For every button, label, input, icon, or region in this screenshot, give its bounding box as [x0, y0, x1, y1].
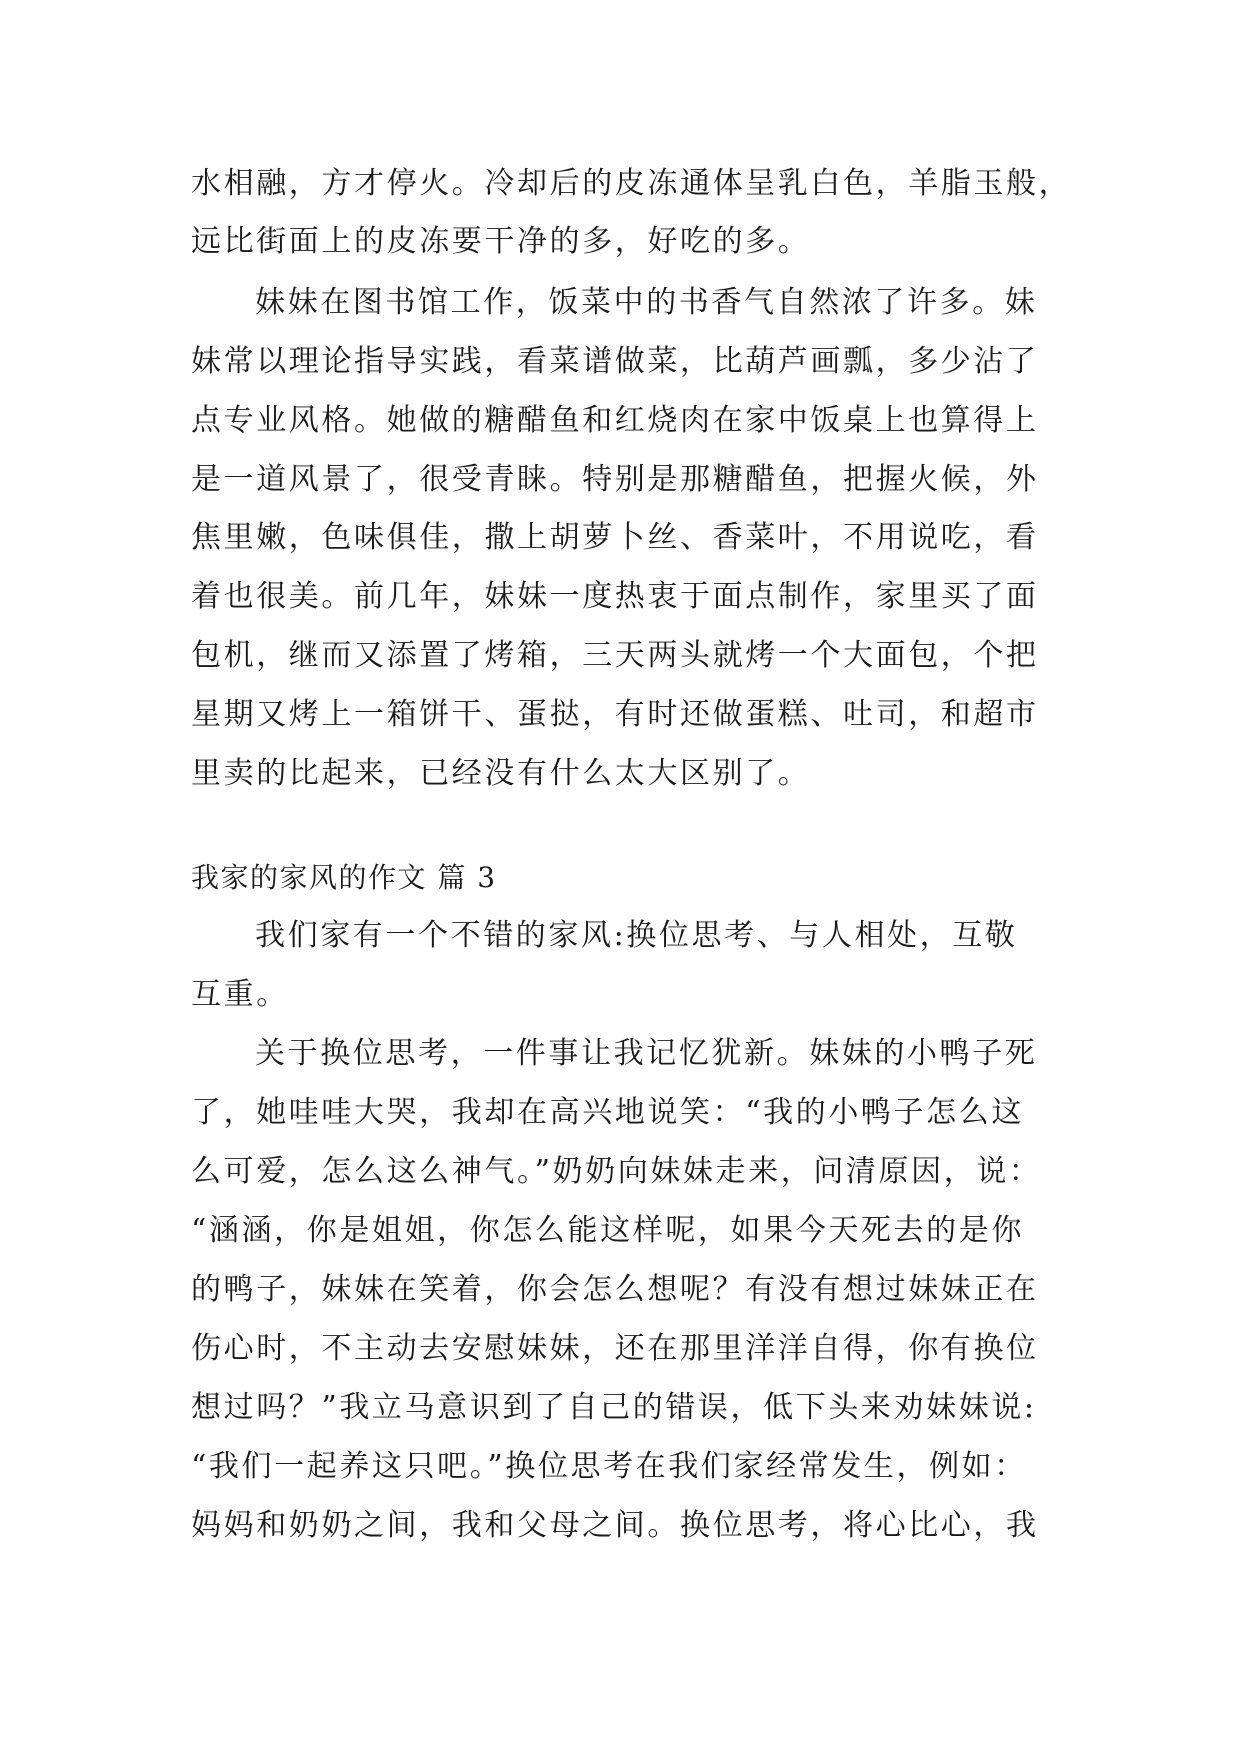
paragraph-first-line: 妹妹在图书馆工作，饭菜中的书香气自然浓了许多。妹 — [255, 285, 1038, 320]
text-line: 星期又烤上一箱饼干、蛋挞，有时还做蛋糕、吐司，和超市 — [191, 697, 1039, 732]
text-line: 远比街面上的皮冻要干净的多，好吃的多。 — [191, 224, 811, 259]
text-line: 的鸭子，妹妹在笑着，你会怎么想呢？有没有想过妹妹正在 — [191, 1272, 1039, 1307]
text-line: “我们一起养这只吧。”换位思考在我们家经常发生，例如： — [191, 1449, 1027, 1484]
text-line: 妹常以理论指导实践，看菜谱做菜，比葫芦画瓢，多少沾了 — [191, 344, 1039, 379]
section-heading: 我家的家风的作文 篇 3 — [191, 861, 497, 894]
text-line: 是一道风景了，很受青睐。特别是那糖醋鱼，把握火候，外 — [191, 462, 1039, 497]
text-line: 么可爱，怎么这么神气。”奶奶向妹妹走来，问清原因，说： — [191, 1154, 1042, 1189]
text-line: “涵涵，你是姐姐，你怎么能这样呢，如果今天死去的是你 — [191, 1213, 1024, 1248]
text-line: 水相融，方才停火。冷却后的皮冻通体呈乳白色，羊脂玉般， — [191, 166, 1072, 201]
text-line: 互重。 — [191, 977, 289, 1012]
text-line: 伤心时，不主动去安慰妹妹，还在那里洋洋自得，你有换位 — [191, 1331, 1039, 1366]
text-line: 焦里嫩，色味俱佳，撒上胡萝卜丝、香菜叶，不用说吃，看 — [191, 520, 1039, 555]
text-line: 点专业风格。她做的糖醋鱼和红烧肉在家中饭桌上也算得上 — [191, 403, 1039, 438]
text-line: 里卖的比起来，已经没有什么太大区别了。 — [191, 756, 811, 791]
text-line: 着也很美。前几年，妹妹一度热衷于面点制作，家里买了面 — [191, 579, 1039, 614]
text-line: 包机，继而又添置了烤箱，三天两头就烤一个大面包，个把 — [191, 638, 1039, 673]
paragraph-first-line: 关于换位思考，一件事让我记忆犹新。妹妹的小鸭子死 — [255, 1036, 1038, 1071]
text-line: 了，她哇哇大哭，我却在高兴地说笑：“我的小鸭子怎么这 — [191, 1095, 1024, 1130]
text-line: 妈妈和奶奶之间，我和父母之间。换位思考，将心比心，我 — [191, 1508, 1039, 1543]
text-line: 想过吗？”我立马意识到了自己的错误，低下头来劝妹妹说: — [191, 1390, 1037, 1425]
paragraph-first-line: 我们家有一个不错的家风:换位思考、与人相处，互敬 — [255, 918, 1018, 953]
